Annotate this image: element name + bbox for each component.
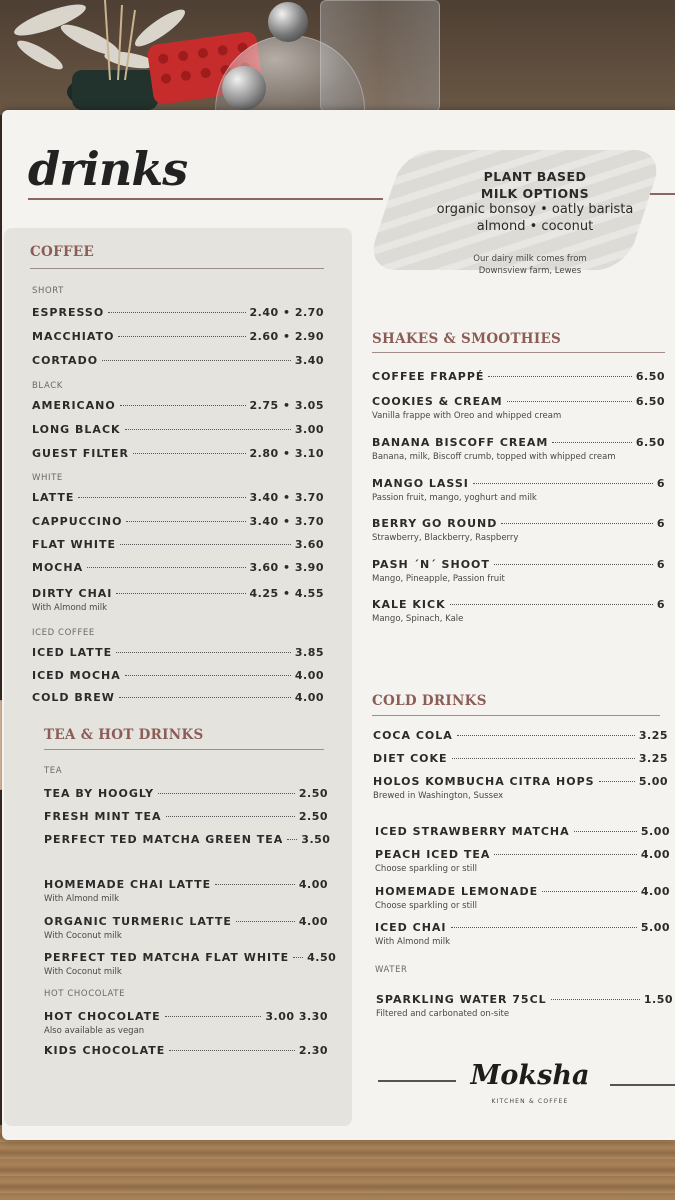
dot-leader	[287, 839, 297, 840]
dome-knob	[222, 66, 266, 110]
item-name: CAPPUCCINO	[32, 515, 123, 528]
item-name: ICED MOCHA	[32, 669, 121, 682]
item-price: 5.00	[640, 921, 670, 934]
menu-item	[32, 669, 324, 682]
plant-milk-options-line1: organic bonsoy • oatly barista	[436, 202, 634, 217]
item-price: 2.80 • 3.10	[249, 447, 324, 460]
menu-item	[44, 833, 331, 846]
menu-item	[372, 598, 665, 611]
menu-item	[32, 306, 324, 319]
item-name: PERFECT TED MATCHA FLAT WHITE	[44, 951, 290, 964]
menu-item	[32, 354, 324, 367]
menu-item	[32, 515, 324, 528]
dot-leader	[116, 593, 245, 594]
dot-leader	[494, 564, 653, 565]
item-name: BERRY GO ROUND	[372, 517, 498, 530]
menu-item	[44, 1010, 328, 1023]
menu-item	[32, 491, 324, 504]
dot-leader	[236, 921, 295, 922]
menu-item	[375, 921, 670, 934]
dome-knob	[268, 2, 308, 42]
item-name: HOT CHOCOLATE	[44, 1010, 161, 1023]
item-price: 3.40 • 3.70	[249, 491, 324, 504]
item-price: 3.00	[294, 423, 324, 436]
menu-item	[32, 561, 324, 574]
item-name: AMERICANO	[32, 399, 116, 412]
subsection-label: WHITE	[32, 473, 63, 483]
logo-rule-left	[378, 1080, 456, 1082]
menu-item	[373, 775, 668, 788]
menu-item	[44, 787, 328, 800]
item-name: LONG BLACK	[32, 423, 121, 436]
menu-item	[44, 951, 337, 964]
dot-leader	[451, 927, 637, 928]
subsection-label: SHORT	[32, 286, 64, 296]
item-price: 3.60	[294, 538, 324, 551]
dot-leader	[450, 604, 653, 605]
item-name: ICED LATTE	[32, 646, 113, 659]
dairy-note: Our dairy milk comes from Downsview farm, Lewes	[473, 254, 587, 276]
item-price: 3.85	[294, 646, 324, 659]
section-rule	[372, 352, 665, 353]
dot-leader	[120, 544, 291, 545]
item-description: Choose sparkling or still	[375, 864, 477, 874]
moksha-logo: Moksha	[470, 1060, 590, 1091]
menu-item	[373, 729, 668, 742]
item-name: COOKIES & CREAM	[372, 395, 503, 408]
item-price: 2.30	[298, 1044, 328, 1057]
item-description: Filtered and carbonated on-site	[376, 1009, 510, 1019]
item-description: Mango, Spinach, Kale	[372, 614, 464, 624]
dot-leader	[215, 884, 295, 885]
plant-milk-options-line2: almond • coconut	[476, 219, 594, 234]
item-name: PEACH ICED TEA	[375, 848, 491, 861]
item-price: 4.00	[640, 848, 670, 861]
dot-leader	[166, 816, 295, 817]
menu-item	[372, 558, 665, 571]
item-price: 4.00	[294, 691, 324, 704]
plant-milk-heading: PLANT BASED MILK OPTIONS	[480, 169, 590, 201]
item-description: With Almond milk	[375, 937, 451, 947]
menu-item	[375, 885, 670, 898]
item-name: BANANA BISCOFF CREAM	[372, 436, 549, 449]
item-name: MOCHA	[32, 561, 84, 574]
item-description: Strawberry, Blackberry, Raspberry	[372, 533, 519, 543]
item-price: 2.50	[298, 787, 328, 800]
item-name: COCA COLA	[373, 729, 453, 742]
item-name: DIRTY CHAI	[32, 587, 113, 600]
section-heading-cold: COLD DRINKS	[372, 693, 487, 709]
menu-item	[32, 646, 324, 659]
item-price: 3.50	[301, 833, 331, 846]
item-price: 6	[656, 477, 665, 490]
menu-item	[372, 477, 665, 490]
item-description: Also available as vegan	[44, 1026, 145, 1036]
item-price: 4.25 • 4.55	[249, 587, 324, 600]
section-heading-shakes: SHAKES & SMOOTHIES	[372, 331, 562, 347]
dot-leader	[126, 521, 245, 522]
item-price: 4.00	[298, 915, 328, 928]
item-price: 6.50	[635, 436, 665, 449]
section-heading-coffee: COFFEE	[30, 244, 95, 260]
item-price: 2.50	[298, 810, 328, 823]
menu-item	[32, 447, 324, 460]
item-description: Vanilla frappe with Oreo and whipped cream	[372, 411, 562, 421]
menu-item	[32, 691, 324, 704]
dot-leader	[133, 453, 246, 454]
dot-leader	[452, 758, 635, 759]
item-price: 5.00	[640, 825, 670, 838]
item-name: COFFEE FRAPPÉ	[372, 370, 485, 383]
menu-item	[32, 538, 324, 551]
item-name: HOLOS KOMBUCHA CITRA HOPS	[373, 775, 595, 788]
item-price: 6	[656, 517, 665, 530]
dot-leader	[551, 999, 640, 1000]
section-rule	[372, 715, 660, 716]
dot-leader	[552, 442, 631, 443]
item-description: Brewed in Washington, Sussex	[373, 791, 504, 801]
dot-leader	[293, 957, 303, 958]
item-price: 3.25	[638, 752, 668, 765]
dot-leader	[118, 336, 245, 337]
item-price: 6	[656, 558, 665, 571]
dot-leader	[158, 793, 295, 794]
item-price: 6.50	[635, 395, 665, 408]
dot-leader	[169, 1050, 295, 1051]
item-description: Mango, Pineapple, Passion fruit	[372, 574, 505, 584]
item-name: HOMEMADE CHAI LATTE	[44, 878, 212, 891]
item-name: FRESH MINT TEA	[44, 810, 162, 823]
item-name: ICED STRAWBERRY MATCHA	[375, 825, 570, 838]
subsection-label: HOT CHOCOLATE	[44, 989, 126, 999]
dot-leader	[78, 497, 245, 498]
item-name: TEA BY HOOGLY	[44, 787, 155, 800]
item-name: KIDS CHOCOLATE	[44, 1044, 166, 1057]
item-price: 3.00 3.30	[265, 1010, 328, 1023]
item-name: MACCHIATO	[32, 330, 115, 343]
menu-item	[372, 436, 665, 449]
item-name: SPARKLING WATER 75CL	[376, 993, 547, 1006]
dot-leader	[165, 1016, 262, 1017]
dot-leader	[488, 376, 631, 377]
menu-item	[44, 1044, 328, 1057]
item-name: COLD BREW	[32, 691, 115, 704]
dot-leader	[102, 360, 291, 361]
item-name: FLAT WHITE	[32, 538, 116, 551]
title-rule	[28, 198, 383, 200]
item-price: 4.00	[294, 669, 324, 682]
item-price: 5.00	[638, 775, 668, 788]
dot-leader	[87, 567, 245, 568]
item-name: MANGO LASSI	[372, 477, 469, 490]
dot-leader	[125, 675, 291, 676]
item-description: Passion fruit, mango, yoghurt and milk	[372, 493, 537, 503]
item-name: ORGANIC TURMERIC LATTE	[44, 915, 232, 928]
item-name: DIET COKE	[373, 752, 448, 765]
dot-leader	[120, 405, 246, 406]
menu-item	[44, 810, 328, 823]
dot-leader	[599, 781, 635, 782]
dot-leader	[501, 523, 653, 524]
item-price: 6.50	[635, 370, 665, 383]
item-name: ICED CHAI	[375, 921, 447, 934]
item-price: 4.00	[640, 885, 670, 898]
dot-leader	[108, 312, 245, 313]
item-description: Banana, milk, Biscoff crumb, topped with whipped cream	[372, 452, 616, 462]
menu-item	[32, 587, 324, 600]
item-name: PERFECT TED MATCHA GREEN TEA	[44, 833, 284, 846]
title-rule	[650, 193, 675, 195]
menu-item	[376, 993, 673, 1006]
logo-tagline: KITCHEN & COFFEE	[491, 1098, 569, 1105]
section-heading-tea: TEA & HOT DRINKS	[44, 727, 204, 743]
dot-leader	[119, 697, 291, 698]
menu-item	[375, 848, 670, 861]
item-name: KALE KICK	[372, 598, 446, 611]
dot-leader	[457, 735, 635, 736]
dot-leader	[473, 483, 653, 484]
menu-item	[372, 370, 665, 383]
item-price: 3.60 • 3.90	[249, 561, 324, 574]
section-rule	[44, 749, 324, 750]
menu-item	[32, 330, 324, 343]
item-description: Choose sparkling or still	[375, 901, 477, 911]
item-price: 2.40 • 2.70	[249, 306, 324, 319]
item-name: PASH ´N´ SHOOT	[372, 558, 490, 571]
subsection-label: ICED COFFEE	[32, 628, 95, 638]
item-price: 2.75 • 3.05	[249, 399, 324, 412]
item-name: LATTE	[32, 491, 75, 504]
dot-leader	[125, 429, 291, 430]
item-price: 4.00	[298, 878, 328, 891]
menu-item	[375, 825, 670, 838]
menu-item	[44, 878, 328, 891]
dot-leader	[116, 652, 291, 653]
dot-leader	[574, 831, 637, 832]
logo-rule-right	[610, 1084, 675, 1086]
item-name: GUEST FILTER	[32, 447, 130, 460]
item-price: 4.50	[307, 951, 337, 964]
subsection-label: WATER	[375, 965, 408, 975]
dot-leader	[507, 401, 632, 402]
menu-title: drinks	[28, 142, 188, 196]
item-name: HOMEMADE LEMONADE	[375, 885, 539, 898]
dot-leader	[494, 854, 636, 855]
menu-item	[32, 399, 324, 412]
menu-item	[372, 517, 665, 530]
item-description: With Almond milk	[32, 603, 108, 613]
item-price: 6	[656, 598, 665, 611]
section-rule	[30, 268, 324, 269]
menu-item	[32, 423, 324, 436]
menu-item	[373, 752, 668, 765]
item-description: With Almond milk	[44, 894, 120, 904]
menu-item	[44, 915, 328, 928]
item-name: CORTADO	[32, 354, 99, 367]
item-description: With Coconut milk	[44, 931, 122, 941]
subsection-label: BLACK	[32, 381, 63, 391]
item-name: ESPRESSO	[32, 306, 105, 319]
item-price: 3.25	[638, 729, 668, 742]
item-description: With Coconut milk	[44, 967, 122, 977]
subsection-label: TEA	[44, 766, 63, 776]
item-price: 1.50	[643, 993, 673, 1006]
item-price: 3.40 • 3.70	[249, 515, 324, 528]
dot-leader	[542, 891, 637, 892]
menu-item	[372, 395, 665, 408]
item-price: 3.40	[294, 354, 324, 367]
item-price: 2.60 • 2.90	[249, 330, 324, 343]
